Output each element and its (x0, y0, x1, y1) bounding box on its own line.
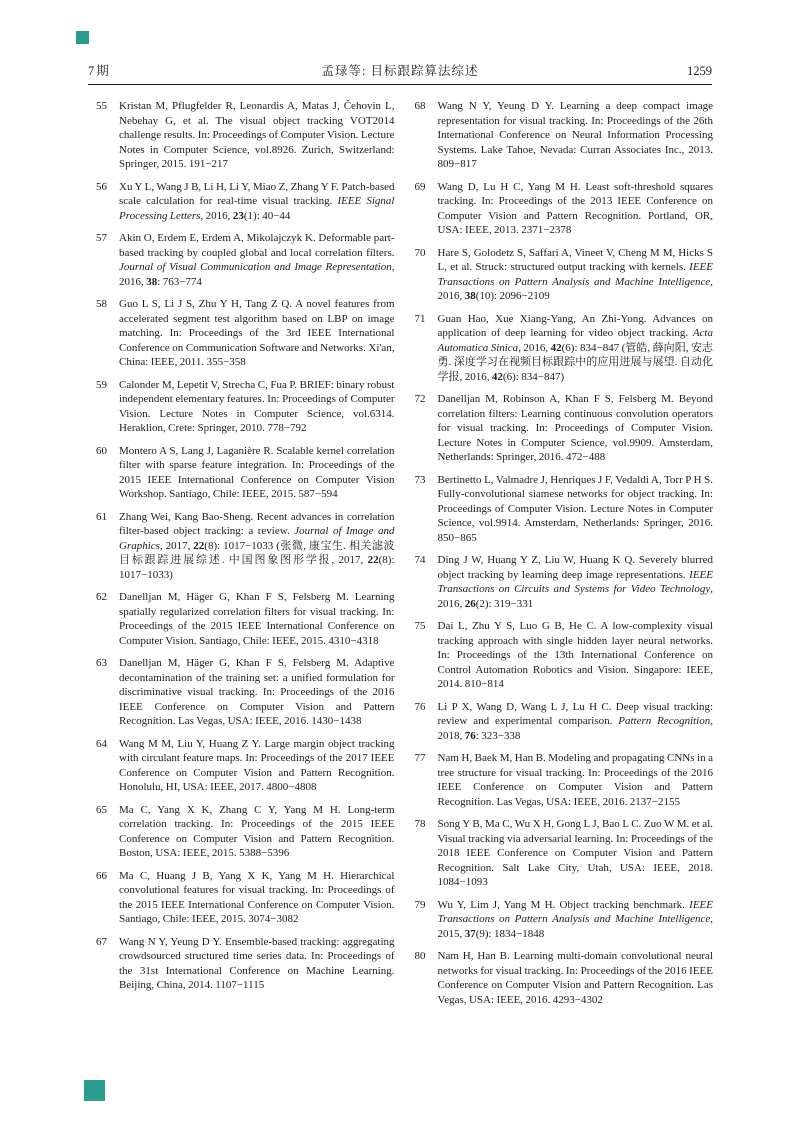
issue-label: 7期 (88, 64, 111, 78)
reference-text: Xu Y L, Wang J B, Li H, Li Y, Miao Z, Zhang Y F. Patch-based scale calculation for real-time visual tracking. IEEE Signal Processing Letters, 2016, 23(1): 40−44 (119, 180, 395, 222)
reference-text: Kristan M, Pflugfelder R, Leonardis A, Matas J, Čehovin L, Nebehay G, et al. The visual object tracking VOT2014 challenge results. In: Proceedings of Computer Vision. Lecture Notes in Computer Science, vol.8926. Zurich, Switzerland: Springer, 2015. 191−217 (119, 100, 395, 170)
reference-item (415, 473, 714, 546)
reference-text: Ma C, Yang X K, Zhang C Y, Yang M H. Long-term correlation tracking. In: Proceedings of the 2015 IEEE Conference on Computer Vision and Pattern Recognition. Boston, USA: IEEE, 2015. 5388−5396 (119, 803, 395, 859)
reference-text: Danelljan M, Robinson A, Khan F S, Felsberg M. Beyond correlation filters: Learning continuous convolution operators for visual tracking. In: Proceedings of Computer Vision. Lecture Notes in Computer Science, vol.9909. Amsterdam, Netherlands: Springer, 2016. 472−488 (437, 393, 713, 463)
reference-number: 67 (96, 935, 107, 948)
reference-number: 58 (96, 298, 107, 310)
reference-text: Wang M M, Liu Y, Huang Z Y. Large margin object tracking with circulant feature maps. In: Proceedings of the 2017 IEEE Conference on Computer Vision and Pattern Recognition. Honolulu, HI, USA: IEEE, 2017. 4800−4808 (119, 737, 395, 793)
reference-item (415, 312, 714, 385)
reference-number: 63 (96, 657, 107, 669)
reference-text: Guo L S, Li J S, Zhu Y H, Tang Z Q. A novel features from accelerated segment test algorithm based on LBP on image matching. In: Proceedings of the 3rd IEEE International Conference on Communication Software and Networks. Xi'an, China: IEEE, 2011. 355−358 (119, 298, 395, 368)
reference-item (415, 392, 714, 465)
reference-item (96, 378, 395, 436)
running-title: 孟琭等: 目标跟踪算法综述 (321, 64, 479, 78)
reference-number: 59 (96, 378, 107, 391)
reference-item (96, 231, 395, 289)
reference-text: Zhang Wei, Kang Bao-Sheng. Recent advances in correlation filter-based object tracking: a review. Journal of Image and Graphics, 2017, 22(8): 1017−1033 (张微, 康宝生. 相关滤波目标跟踪进展综述. 中国图象图形学报, 2017, 22(8): 1017−1033) (119, 510, 395, 581)
reference-text: Wang N Y, Yeung D Y. Learning a deep compact image representation for visual tracking. In: Proceedings of the 26th International Conference on Neural Information Processing Systems. Lake Tahoe, Nevada: Curran Associates Inc., 2013. 809−817 (437, 100, 713, 170)
reference-item (96, 180, 395, 224)
reference-text: Akin O, Erdem E, Erdem A, Mikolajczyk K. Deformable part-based tracking by coupled global and local correlation filters. Journal of Visual Communication and Image Representation, 2016, 38: 763−774 (119, 232, 395, 288)
reference-text: Li P X, Wang D, Wang L J, Lu H C. Deep visual tracking: review and experimental comparison. Pattern Recognition, 2018, 76: 323−338 (437, 700, 713, 742)
reference-number: 69 (414, 180, 426, 193)
reference-item (415, 99, 714, 172)
reference-text: Guan Hao, Xue Xiang-Yang, An Zhi-Yong. Advances on application of deep learning for video object tracking. Acta Automatica Sinica, 2016, 42(6): 834−847 (管皓, 薛向阳, 安志勇. 深度学习在视频目标跟踪中的应用进展与展望. 自动化学报, 2016, 42(6): 834−847) (437, 312, 713, 383)
reference-item (96, 869, 395, 927)
page-number: 1259 (687, 64, 712, 78)
reference-number: 70 (414, 246, 426, 259)
reference-number: 55 (96, 100, 107, 112)
reference-item (415, 898, 714, 942)
references-section (96, 99, 713, 1015)
reference-text: Ding J W, Huang Y Z, Liu W, Huang K Q. Severely blurred object tracking by learning deep image representations. IEEE Transactions on Circuits and Systems for Video Technology, 2016, 26(2): 319−331 (437, 554, 713, 610)
reference-item (415, 700, 714, 744)
reference-number: 66 (96, 869, 107, 882)
reference-number: 62 (96, 591, 107, 603)
reference-text: Danelljan M, Häger G, Khan F S, Felsberg M. Learning spatially regularized correlation filters for visual tracking. In: Proceedings of the 2015 IEEE International Conference on Computer Vision. Santiago, Chile: IEEE, 2015. 4310−4318 (119, 591, 395, 647)
reference-number: 68 (414, 100, 426, 112)
references-column-right (415, 99, 714, 1015)
reference-text: Song Y B, Ma C, Wu X H, Gong L J, Bao L C. Zuo W M. et al. Visual tracking via adversarial learning. In: Proceedings of the 2018 IEEE Conference on Computer Vision and Pattern Recognition. Salt Lake City, Utah, USA: IEEE, 2018. 1084−1093 (437, 818, 713, 888)
reference-text: Nam H, Han B. Learning multi-domain convolutional neural networks for visual tracking. In: Proceedings of the 2016 IEEE Conference on Computer Vision and Pattern Recognition. Las Vegas, USA: IEEE, 2016. 4293−4302 (437, 950, 713, 1006)
reference-item (96, 444, 395, 502)
reference-text: Danelljan M, Häger G, Khan F S, Felsberg M. Adaptive decontamination of the training set: a unified formulation for discriminative visual tracking. In: Proceedings of the 2016 IEEE Conference on Computer Vision and Pattern Recognition. Las Vegas, USA: IEEE, 2016. 1430−1438 (119, 657, 395, 727)
reference-item (96, 590, 395, 648)
reference-text: Wang D, Lu H C, Yang M H. Least soft-threshold squares tracking. In: Proceedings of the 2013 IEEE Conference on Computer Vision and Pattern Recognition. Portland, OR, USA: IEEE, 2013. 2371−2378 (437, 180, 713, 236)
reference-item (96, 99, 395, 172)
reference-item (96, 297, 395, 370)
reference-number: 75 (414, 620, 426, 632)
reference-number: 61 (96, 510, 107, 523)
reference-text: Ma C, Huang J B, Yang X K, Yang M H. Hierarchical convolutional features for visual tracking. In: Proceedings of the 2015 IEEE International Conference on Computer Vision. Santiago, Chile: IEEE, 2015. 3074−3082 (119, 869, 395, 925)
reference-item (96, 737, 395, 795)
reference-item (415, 619, 714, 692)
reference-number: 76 (414, 700, 426, 713)
reference-number: 65 (96, 803, 107, 816)
reference-number: 57 (96, 232, 107, 244)
reference-number: 56 (96, 180, 107, 193)
reference-item (96, 656, 395, 729)
references-column-left (96, 99, 395, 1015)
reference-number: 79 (414, 898, 426, 911)
reference-text: Calonder M, Lepetit V, Strecha C, Fua P. BRIEF: binary robust independent elementary features. In: Proceedings of Computer Vision. Lecture Notes in Computer Science, vol.6314. Heraklion, Crete: Springer, 2010. 778−792 (119, 378, 395, 434)
reference-item (415, 553, 714, 611)
reference-text: Wu Y, Lim J, Yang M H. Object tracking benchmark. IEEE Transactions on Pattern Analysis and Machine Intelligence, 2015, 37(9): 1834−1848 (437, 898, 713, 940)
reference-item (415, 246, 714, 304)
reference-number: 80 (414, 950, 426, 962)
reference-number: 71 (414, 312, 426, 325)
reference-number: 64 (96, 737, 107, 750)
reference-item (96, 803, 395, 861)
reference-number: 73 (414, 473, 426, 486)
corner-mark-top (76, 31, 89, 44)
page-header (88, 61, 712, 79)
corner-mark-bottom (84, 1080, 105, 1101)
reference-text: Nam H, Baek M, Han B. Modeling and propagating CNNs in a tree structure for visual tracking. In: Proceedings of the 2016 IEEE Conference on Computer Vision and Pattern Recognition. Las Vegas, USA: IEEE, 2016. 2137−2155 (437, 752, 713, 808)
reference-item (96, 510, 395, 583)
reference-number: 77 (414, 752, 426, 764)
reference-text: Hare S, Golodetz S, Saffari A, Vineet V, Cheng M M, Hicks S L, et al. Struck: structured output tracking with kernels. IEEE Transactions on Pattern Analysis and Machine Intelligence, 2016, 38(10): 2096−2109 (437, 246, 713, 302)
reference-item (96, 935, 395, 993)
reference-number: 74 (414, 554, 426, 566)
reference-text: Montero A S, Lang J, Laganière R. Scalable kernel correlation filter with sparse feature integration. In: Proceedings of the 2015 IEEE International Conference on Computer Vision Workshop. Santiago, Chile: IEEE, 2015. 587−594 (119, 444, 395, 500)
reference-text: Dai L, Zhu Y S, Luo G B, He C. A low-complexity visual tracking approach with single hidden layer neural networks. In: Proceedings of the 13th International Conference on Control Automation Robotics and Vision. Singapore: IEEE, 2014. 810−814 (437, 620, 713, 690)
reference-number: 60 (96, 444, 107, 457)
reference-text: Wang N Y, Yeung D Y. Ensemble-based tracking: aggregating crowdsourced structured time series data. In: Proceedings of the 31st International Conference on Machine Learning. Beijing, China, 2014. 1107−1115 (119, 935, 395, 991)
reference-item (415, 817, 714, 890)
header-rule (88, 84, 712, 85)
reference-item (415, 949, 714, 1007)
reference-item (415, 180, 714, 238)
reference-number: 78 (414, 818, 426, 830)
reference-number: 72 (414, 393, 426, 405)
reference-item (415, 751, 714, 809)
reference-text: Bertinetto L, Valmadre J, Henriques J F, Vedaldi A, Torr P H S. Fully-convolutional siamese networks for object tracking. In: Proceedings of Computer Vision. Lecture Notes in Computer Science, vol.9914. Amsterdam, Netherlands: Springer, 2016. 850−865 (437, 473, 713, 544)
